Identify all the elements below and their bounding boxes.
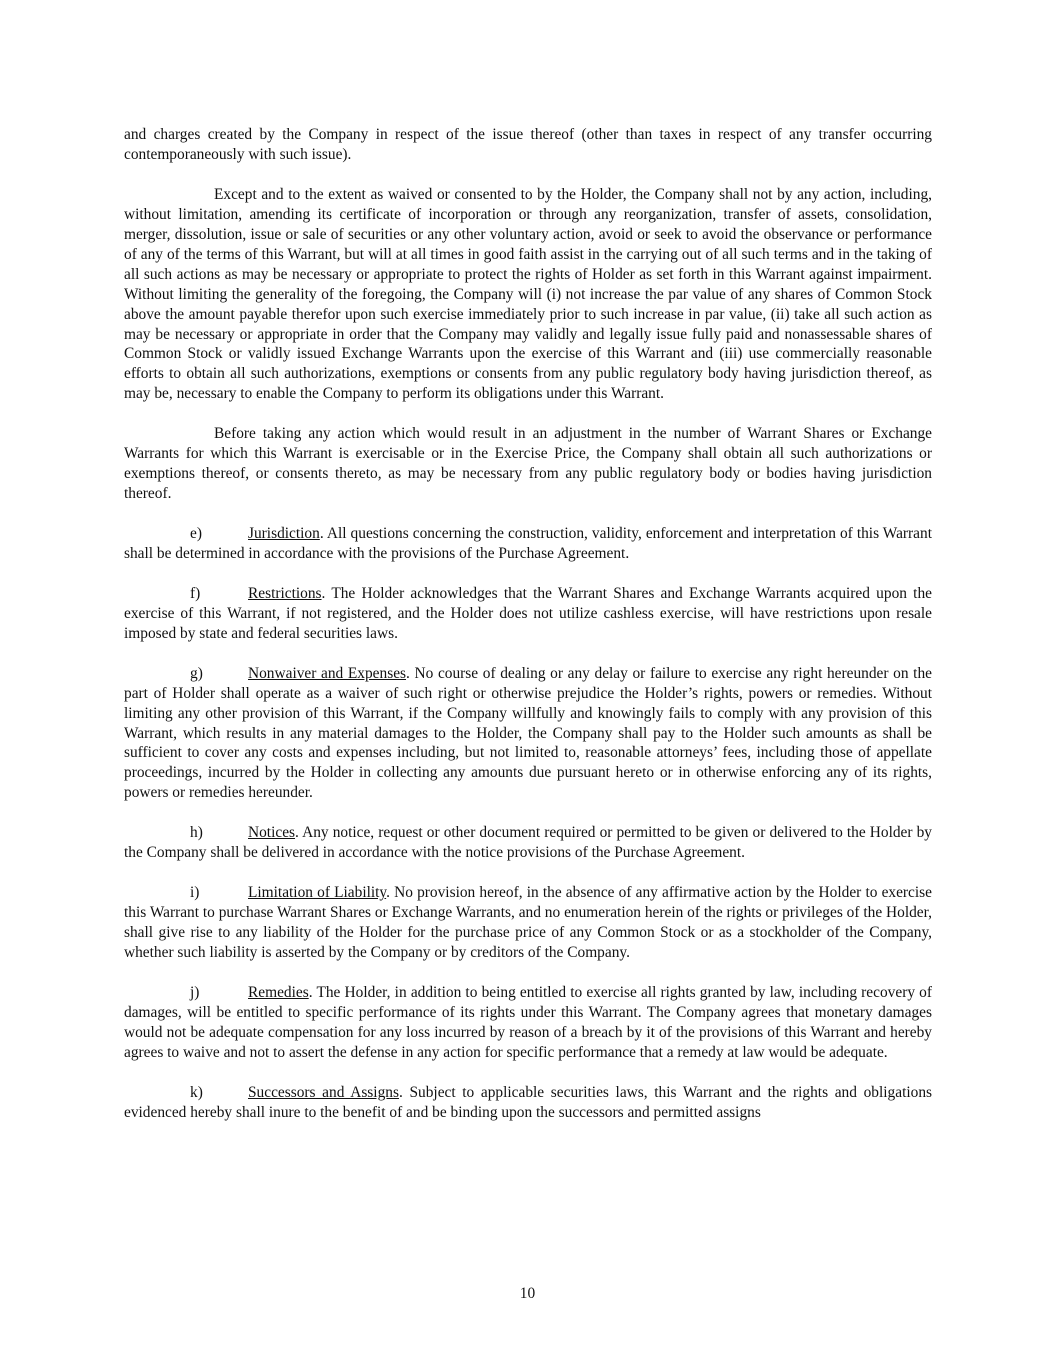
section-remedies [124,983,932,1063]
intro-paragraph-continued: and charges created by the Company in respect of the issue thereof (other than taxes in respect of any transfer occurring contemporaneously with such issue). [124,126,932,163]
section-letter: k) [190,1083,203,1101]
intro-paragraph-authorizations: Before taking any action which would result in an adjustment in the number of Warrant Shares or Exchange Warrants for which this Warrant is exercisable or in the Exercise Price, the Company shall obtain all such authorizations or exemptions thereof, or consents thereto, as may be necessary from any public regulatory body or bodies having jurisdiction thereof. [124,425,932,503]
section-letter: i) [190,884,200,902]
section-heading: Notices [248,824,296,842]
intro-paragraph-impairment: Except and to the extent as waived or consented to by the Holder, the Company shall not by any action, including, without limitation, amending its certificate of incorporation or through any reorganization, transfer of assets, consolidation, merger, dissolution, issue or sale of securities or any other voluntary action, avoid or seek to avoid the observance or performance of any of the terms of this Warrant, but will at all times in good faith assist in the carrying out of all such terms and in the taking of all such actions as may be necessary or appropriate to protect the rights of Holder as set forth in this Warrant against impairment. Without limiting the generality of the foregoing, the Company will (i) not increase the par value of any shares of Common Stock above the amount payable therefor upon such exercise immediately prior to such increase in par value, (ii) take all such action as may be necessary or appropriate in order that the Company may validly and legally issue fully paid and nonassessable shares of Common Stock or validly issued Exchange Warrants upon the exercise of this Warrant and (iii) use commercially reasonable efforts to obtain all such authorizations, exemptions or consents from any public regulatory body having jurisdiction thereof, as may be, necessary to enable the Company to perform its obligations under this Warrant. [124,185,932,403]
section-notices [124,823,932,863]
section-body: . All questions concerning the construction, validity, enforcement and interpretation of this Warrant shall be determined in accordance with the provisions of the Purchase Agreement. [124,525,932,562]
section-body: . Any notice, request or other document required or permitted to be given or delivered to the Holder by the Company shall be delivered in accordance with the notice provisions of the Purchase Agreement. [124,824,932,862]
section-successors-and-assigns [124,1083,932,1123]
section-body: . The Holder, in addition to being entitled to exercise all rights granted by law, including recovery of damages, will be entitled to specific performance of its rights under this Warrant. The Company agrees that monetary damages would not be adequate compensation for any loss incurred by reason of a breach by it of the provisions of this Warrant and hereby agrees to waive and not to assert the defense in any action for specific performance that a remedy at law would be adequate. [124,983,932,1061]
section-heading: Restrictions [248,584,322,602]
section-body: . No course of dealing or any delay or failure to exercise any right hereunder on the part of Holder shall operate as a waiver of such right or otherwise prejudice the Holder’s rights, powers or remedies. Without limiting any other provision of this Warrant, if the Company willfully and knowingly fails to comply with any provision of this Warrant, which results in any material damages to the Holder, the Company shall pay to the Holder such amounts as shall be sufficient to cover any costs and expenses including, but not limited to, reasonable attorneys’ fees, including those of appellate proceedings, incurred by the Holder in collecting any amounts due pursuant hereto or in otherwise enforcing any of its rights, powers or remedies hereunder. [124,664,932,802]
section-restrictions [124,584,932,644]
section-jurisdiction [124,524,932,564]
section-limitation-of-liability [124,883,932,963]
section-letter: g) [190,664,203,682]
page-number: 10 [519,1285,536,1302]
section-letter: h) [190,824,203,842]
section-heading: Nonwaiver and Expenses [248,664,407,682]
section-body: . Subject to applicable securities laws, this Warrant and the rights and obligations evidenced hereby shall inure to the benefit of and be binding upon the successors and permitted assigns [124,1083,932,1121]
section-nonwaiver-and-expenses [124,664,932,804]
section-body: . The Holder acknowledges that the Warrant Shares and Exchange Warrants acquired upon the exercise of this Warrant, if not registered, and the Holder does not utilize cashless exercise, will have restrictions upon resale imposed by state and federal securities laws. [124,584,932,642]
section-heading: Successors and Assigns [248,1083,399,1101]
section-letter: j) [190,983,200,1001]
section-letter: f) [190,584,201,602]
section-body: . No provision hereof, in the absence of any affirmative action by the Holder to exercise this Warrant to purchase Warrant Shares or Exchange Warrants, and no enumeration herein of the rights or privileges of the Holder, shall give rise to any liability of the Holder for the purchase price of any Common Stock or as a stockholder of the Company, whether such liability is asserted by the Company or by creditors of the Company. [124,884,932,961]
document-page [124,125,932,1142]
section-heading: Remedies [248,983,309,1001]
section-heading: Jurisdiction [248,525,320,543]
section-heading: Limitation of Liability [248,884,387,902]
section-letter: e) [190,525,202,543]
